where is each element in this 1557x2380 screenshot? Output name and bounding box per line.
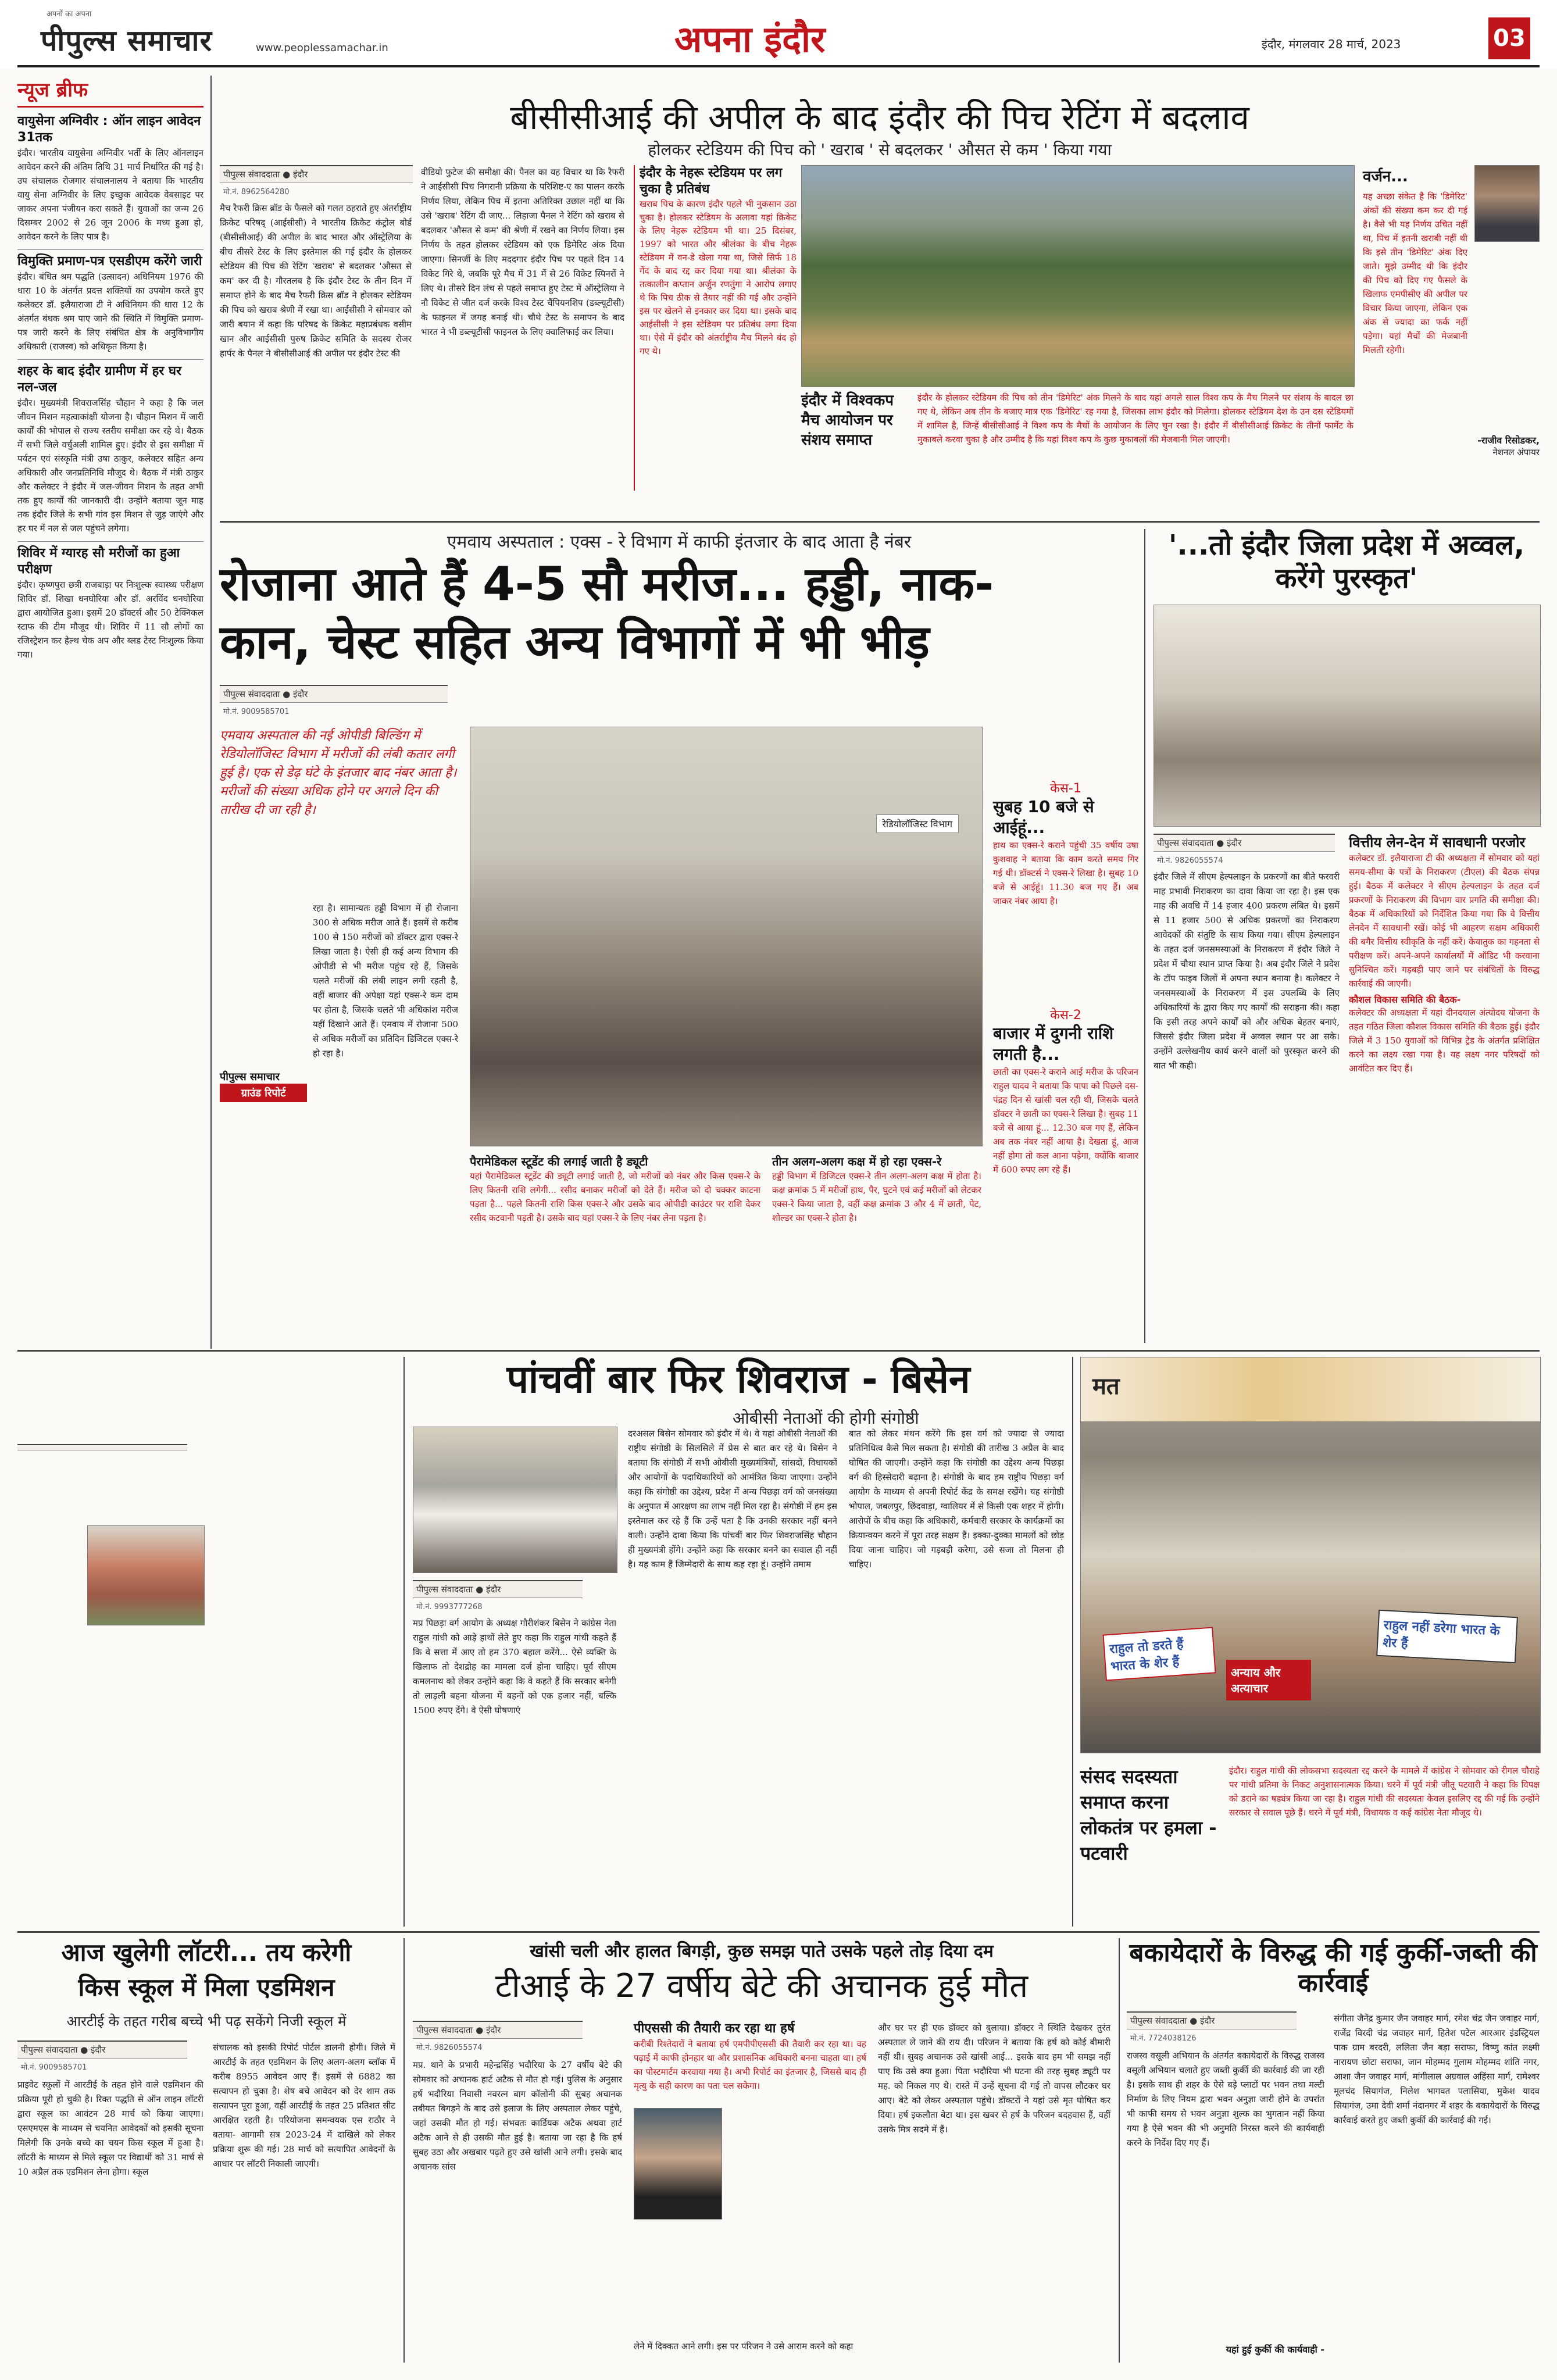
pitch-headline: बीसीसीआई की अपील के बाद इंदौर की पिच रेटिंग में बदलाव [510, 98, 1249, 137]
district-body: इंदौर जिले में सीएम हेल्पलाइन के प्रकरणों का बीते फरवरी माह प्रभावी निराकरण का दावा किया जा रहा है। इस एक माह की अवधि में 14 हजार 400 प्रकरण लंबित थे। इसमें से 11 हजार 500 से अधिक प्रकरणों का निराकरण आवेदकों की संतुष्टि के साथ किया गया। सीएम हेल्पलाइन के तहत दर्ज जनसमस्याओं के निराकरण में इंदौर जिले ने प्रदेश में चौथा स्थान प्राप्त किया है। अब इंदौर जिले ने प्रदेश के टॉप फाइव जिलों में अपना स्थान बनाया है। कलेक्टर ने जनसमस्याओं के निराकरण में इस उपलब्धि के लिए अधिकारियों के द्वारा किए गए कार्यों की सराहना की। कहा कि इसी तरह अपने कार्यों को और अधिक बेहतर बनाएं, जिससे इंदौर जिला प्रदेश में अव्वल स्थान पर आ सके। उन्होंने उल्लेखनीय कार्य करने वालों को पुरस्कृत करने की बात भी कही। [1154, 871, 1340, 1071]
verdict-body: यह अच्छा संकेत है कि 'डिमेरिट' अंकों की संख्या कम कर दी गई है। वैसे भी यह निर्णय उचित नहीं था, पिच में इतनी खराबी नहीं थी कि इसे तीन 'डिमेरिट' अंक दिए जाते। मुझे उम्मीद थी कि इंदौर की पिच को दिए गए फैसले के खिलाफ एमपीसीए की अपील पर विचार किया जाएगा, लेकिन एक अंक से ज्यादा का फर्क नहीं पड़ेगा। यहां मैचों की मेजबानी मिलती रहेगी। [1363, 191, 1467, 355]
protest-sign: अन्याय और अत्याचार [1226, 1660, 1311, 1700]
newspaper-logo: पीपुल्स समाचार [41, 24, 212, 58]
news-brief-title: न्यूज ब्रीफ [17, 76, 203, 108]
shivraj-deck: ओबीसी नेताओं की होगी संगोष्ठी [733, 1409, 919, 1428]
brief-body: इंदौर। कृष्णपुरा छत्री राजबाड़ा पर निःशुल्क स्वास्थ्य परीक्षण शिविर डॉ. शिखा धनघोरिया और डॉ. अरविंद धनघोरिया द्वारा आयोजित हुआ। इसमें 20 डॉक्टर्स और 50 टेक्निकल स्टाफ की टीम मौजूद थी। शिविर में 11 सौ लोगों का रजिस्ट्रेशन कर हेल्थ चेक अप और ब्लड टेस्ट निःशुल्क किया गया। [17, 580, 203, 660]
bisen-photo [413, 1427, 617, 1573]
masthead-tagline: अपनों का अपना [47, 10, 92, 19]
column-divider [1072, 1357, 1073, 1927]
pitch-col-2: वीडियो फुटेज की समीक्षा की। पैनल का यह विचार था कि रैफरी ने आईसीसी पिच निगरानी प्रक्रिया के परिशिष्ट-ए का पालन करके निर्णय लिया, लेकिन पिच में इतना अतिरिक्त उछाल नहीं था कि उसे 'खराब' रेटिंग दी जाए... लिहाजा पैनल ने रेटिंग को खराब से बदलकर 'औसत से कम' की श्रेणी में रखने का निर्णय लिया। इस निर्णय के तहत होलकर स्टेडियम को एक डिमेरिट अंक दिया जाएगा। सिनर्जी के लिए मददगार इंदौर पिच पर पहले दिन 14 विकेट गिरे थे, जबकि पूरे मैच में 31 में से 26 विकेट स्पिनरों ने लिए थे। तीसरे दिन लंच से पहले समाप्त हुए टेस्ट में ऑस्ट्रेलिया ने नौ विकेट से जीत दर्ज करके विश्व टेस्ट चैंपियनशिप (डब्ल्यूटीसी) के फाइनल में जगह बनाई थी। चौथे टेस्ट के समापन के बाद भारत ने भी डब्ल्यूटीसी फाइनल के लिए क्वालिफाई कर लिया। [421, 167, 624, 337]
ground-report-label: ग्राउंड रिपोर्ट [220, 1084, 307, 1102]
case-1-tag: केस-1 [1050, 781, 1081, 796]
stage-banner-text: मत [1092, 1373, 1120, 1400]
brief-headline: शहर के बाद इंदौर ग्रामीण में हर घर नल-जल [17, 364, 181, 395]
district-headline: '...तो इंदौर जिला प्रदेश में अव्वल, करेंगे पुरस्कृत' [1168, 529, 1525, 595]
harsh-portrait [634, 2108, 722, 2220]
davv-byline [17, 1444, 187, 1450]
hospital-mobile: मो.नं. 9009585701 [223, 707, 290, 716]
ti-col-3: और घर पर ही एक डॉक्टर को बुलाया। डॉक्टर ने स्थिति देखकर तुरंत अस्पताल ले जाने की राय दी। परिजन ने बताया कि हर्ष को कोई बीमारी नहीं थी। सुबह अचानक उसे खांसी आई... इसके बाद हम भी समझ नहीं पाए कि उसे क्या हुआ। पिता भदौरिया भी घटना की तरह सुबह ड्यूटी पर मह. को निकल गए थे। रास्ते में उन्हें सूचना दी गई तो वापस लौटकर घर आए। बेटे को लेकर अस्पताल पहुंचे। डॉक्टरों ने यहां उसे मृत घोषित कर दिया। हर्ष इकलौता बेटा था। इस खबर से हर्ष के परिजन बदहवास हैं, वहीं उसके मित्र सदमे में हैं। [878, 2022, 1110, 2135]
verdict-portrait [1474, 165, 1540, 242]
protest-sign: राहुल नहीं डरेगा भारत के शेर हैं [1376, 1610, 1518, 1663]
case-1 [993, 779, 1138, 908]
worldcup-headline: इंदौर में विश्वकप मैच आयोजन पर संशय समाप्त [801, 392, 894, 449]
shivraj-mobile: मो.नं. 9993777268 [416, 1603, 483, 1611]
ti-story [413, 1938, 1110, 2368]
brief-headline: विमुक्ति प्रमाण-पत्र एसडीएम करेंगे जारी [17, 254, 202, 269]
pitch-deck: होलकर स्टेडियम की पिच को ' खराब ' से बदलकर ' औसत से कम ' किया गया [648, 140, 1112, 159]
hospital-queue-photo [470, 727, 983, 1146]
district-story [1154, 529, 1540, 1343]
ti-headline: टीआई के 27 वर्षीय बेटे की अचानक हुई मौत [495, 1967, 1029, 2005]
brief-item [17, 359, 203, 535]
brief-body: इंदौर। भारतीय वायुसेना अग्निवीर भर्ती के लिए ऑनलाइन आवेदन करने की अंतिम तिथि 31 मार्च निर्धारित की गई है। उप संचालक रोजगार संचालनालय ने बताया कि भारतीय वायु सेना अग्निवीर के लिए इच्छुक आवेदक वेबसाइट पर जाकर अपना पंजीयन करा सकते हैं। युवाओं का जन्म 26 दिसम्बर 2002 से 26 जून 2006 के मध्य हुआ हो, आवेदन करने के लिए पात्र है। [17, 148, 203, 242]
hospital-story [220, 529, 1138, 1343]
issue-date: इंदौर, मंगलवार 28 मार्च, 2023 [1262, 37, 1401, 51]
pitch-sidebar-headline: इंदौर के नेहरू स्टेडियम पर लग चुका है प्रतिबंध [640, 166, 783, 196]
page-number: 03 [1488, 17, 1530, 59]
shivraj-story [413, 1357, 1064, 1927]
section-divider [220, 521, 1540, 523]
case-1-body: हाथ का एक्स-रे कराने पहुंची 35 वर्षीय उषा कुशवाह ने बताया कि काम करते समय गिर गई थी। डॉक्टर्स ने एक्स-रे लिखा है। सुबह 10 बजे से आईहूं। 11.30 बज गए हैं। अब जाकर नंबर आया है। [993, 840, 1138, 906]
debtors-story [1127, 1938, 1540, 2368]
ti-col-1: मप्र. थाने के प्रभारी महेन्द्रसिंह भदौरिया के 27 वर्षीय बेटे की सोमवार को अचानक हार्ट अटैक से मौत हो गई। पुलिस के अनुसार हर्ष भदौरिया निवासी नवरत्न बाग कॉलोनी की सुबह अचानक तबीयत बिगड़ने के बाद उसे इलाज के लिए अस्पताल लेकर पहुंचे, जहां उसकी मौत हो गई। संभवतः कार्डियक अटैक अथवा हार्ट अटैक आने से ही उसकी मौत हुई है। बताया जा रहा है कि हर्ष सुबह उठा और अखबार पढ़ते हुए उसे खांसी आने लगी। इसके बाद अचानक सांस [413, 2060, 622, 2172]
pitch-story [220, 93, 1540, 517]
skill-committee-body: कलेक्टर की अध्यक्षता में यहां दीनदयाल अंत्योदय योजना के तहत गठित जिला कौशल विकास समिति की बैठक हुई। इंदौर जिले में 3 150 युवाओं को विभिन्न ट्रेड के अंतर्गत प्रशिक्षित करने का लक्ष्य रखा गया है। यह लक्ष्य नगर परिषदों को आवंटित कर दिए हैं। [1349, 1007, 1540, 1074]
ti-byline: पीपुल्स संवाददाता ● इंदौर [413, 2021, 583, 2039]
three-rooms-box [772, 1153, 981, 1281]
case-2-tag: केस-2 [1050, 1008, 1081, 1023]
brief-headline: शिविर में ग्यारह सौ मरीजों का हुआ परीक्षण [17, 546, 180, 577]
worldcup-box [801, 391, 1354, 491]
ti-kicker: खांसी चली और हालत बिगड़ी, कुछ समझ पाते उसके पहले तोड़ दिया दम [530, 1941, 994, 1961]
lottery-story [17, 1938, 395, 2368]
lottery-headline-line2: किस स्कूल में मिला एडमिशन [78, 1973, 335, 2002]
hospital-headline-line2: कान, चेस्ट सहित अन्य विभागों में भी भीड़ [220, 615, 930, 669]
debtors-col-2: संगीता जैनेंद्र कुमार जैन जवाहर मार्ग, रमेश चंद्र जैन जवाहर मार्ग, राजेंद्र विरदी चंद्र जवाहर मार्ग, हितेश पटेल आरआर इंडस्ट्रियल पाक ग्राम बरदरी, ललिता जैन बड़ा सराफा, विष्णु कांत लक्ष्मी नारायण छोटा सराफा, जान मोहम्मद गुलाम मोहम्मद शांति नगर, आशा जैन जवाहर मार्ग, मांगीलाल अग्रवाल अहिंसा मार्ग, रामेश्वर मूलचंद सियागंज, निलेश भागवत पलासिया, मुकेश यादव सियागंज, उमा देवी शर्मा नंदानगर में शहर के बकायेदारों के विरुद्ध कार्रवाई करते हुए जब्ती कुर्की की कार्रवाई की गई। [1334, 2013, 1540, 2125]
lottery-mobile: मो.नं. 9009585701 [21, 2063, 87, 2072]
hospital-headline-line1: रोजाना आते हैं 4-5 सौ मरीज... हड्डी, नाक- [220, 557, 994, 611]
debtors-byline: पीपुल्स संवाददाता ● इंदौर [1127, 2011, 1297, 2029]
column-divider [403, 1357, 405, 1927]
ground-report-tag [220, 1070, 307, 1102]
ti-mobile: मो.नं. 9826055574 [416, 2043, 483, 2052]
verdict-heading: वर्जन... [1363, 168, 1408, 185]
verdict-author: -राजीव रिसोडकर, [1477, 435, 1540, 446]
column-divider [210, 76, 212, 1349]
hospital-kicker: एमवाय अस्पताल : एक्स - रे विभाग में काफी इंतजार के बाद आता है नंबर [447, 532, 912, 552]
case-2-body: छाती का एक्स-रे कराने आई मरीज के परिजन राहुल यादव ने बताया कि पापा को पिछले दस-पंद्रह दिन से खांसी चल रही थी, जिसके चलते डॉक्टर ने छाती का एक्स-रे लिखा है। सुबह 11 बजे से आया हूं... 12.30 बज गए हैं, लेकिन अब तक नंबर नहीं आया है। देखता हूं, आज नहीं होगा तो कल आना पड़ेगा, क्योंकि बाजार में 600 रुपए लग रहे हैं। [993, 1067, 1138, 1175]
stadium-photo [801, 165, 1355, 387]
davv-mobile [17, 1464, 24, 1466]
ti-sidebar-headline: पीएससी की तैयारी कर रहा था हर्ष [634, 2021, 795, 2036]
shivraj-col-1: मप्र पिछड़ा वर्ग आयोग के अध्यक्ष गौरीशंकर बिसेन ने कांग्रेस नेता राहुल गांधी को आड़े हाथों लेते हुए कहा कि राहुल गांधी कहते हैं कि वे सत्ता में आए तो हम 370 बहाल करेंगे... ऐसे व्यक्ति के खिलाफ तो देशद्रोह का मामला दर्ज होना चाहिए। पूर्व सीएम कमलनाथ को लेकर उन्होंने कहा कि वे कहते हैं कि सरकार बनेगी तो लाड़ली बहना योजना में बहनों को एक हजार नहीं, बल्कि 1500 रुपए देंगे। वे ऐसी घोषणाएं [413, 1618, 616, 1716]
shivraj-col-2: दरअसल बिसेन सोमवार को इंदौर में थे। वे यहां ओबीसी नेताओं की राष्ट्रीय संगोष्ठी के सिलसिले में प्रेस से बात कर रहे थे। बिसेन ने बताया कि संगोष्ठी में सभी ओबीसी मुख्यमंत्रियों, सांसदों, विधायकों और आयोगों के पदाधिकारियों को आमंत्रित किया जाएगा। उन्होंने कहा कि संगोष्ठी का उद्देश्य, प्रदेश में अन्य पिछड़ा वर्ग को जनसंख्या के अनुपात में आरक्षण का लाभ नहीं मिल रहा है। संगोष्ठी में हम इस इस्तेमाल कर रहे हैं कि उन्हें पता है कि उनकी सरकार नहीं बनने वाली। उन्होंने दावा किया कि पांचवीं बार फिर शिवराजसिंह चौहान ही मुख्यमंत्री होंगे। उन्होंने कहा कि सरकार बनने का सवाल ही नहीं है। यह काम हैं जिम्मेदारी के साथ कह रहा हूं। उन्होंने तमाम [628, 1428, 837, 1570]
section-divider [17, 1931, 1540, 1933]
finance-headline: वित्तीय लेन-देन में सावधानी परजोर [1349, 834, 1526, 850]
paramedic-body: यहां पैरामेडिकल स्टूडेंट की ड्यूटी लगाई जाती है, जो मरीजों को नंबर और किस एक्स-रे के लिए कितनी राशि लगेगी... रसीद बनाकर मरीजों को देते हैं। मरीज को दो चक्कर काटना पड़ता है... पहले कितनी राशि किस एक्स-रे और उसके बाद ओपीडी काउंटर पर राशि देकर रसीद कटवानी पड़ती है। उसके बाद यहां एक्स-रे के लिए नंबर लेना पड़ता है। [470, 1171, 760, 1223]
protest-headline: संसद सदस्यता समाप्त करना लोकतंत्र पर हमला - पटवारी [1080, 1766, 1217, 1864]
pitch-mobile: मो.नं. 8962564280 [223, 188, 290, 196]
lottery-col-2: संचालक को इसकी रिपोर्ट पोर्टल डालनी होगी। जिले में आरटीई के तहत एडमिशन के लिए अलग-अलग ब्लॉक में करीब 8955 आवेदन आए हैं। इसमें से 6882 का सत्यापन हो चुका है। शेष बचे आवेदन को देर शाम तक सत्यापन पूरा हुआ, वहीं आरटीई के तहत 25 प्रतिशत सीट आरक्षित रहती है। परियोजना समन्वयक एस राठौर ने बताया- आगामी सत्र 2023-24 में दाखिले को लेकर प्रक्रिया शुरू की गई। 28 मार्च को सत्यापित आवेदनों के आधार पर लॉटरी निकाली जाएगी। [213, 2042, 395, 2169]
case-1-headline: सुबह 10 बजे से आईहूं... [993, 797, 1094, 837]
ground-report-logo: पीपुल्स समाचार [220, 1071, 280, 1083]
column-divider [1144, 529, 1145, 1343]
protest-story [1080, 1357, 1540, 1927]
site-url[interactable]: www.peoplessamachar.in [256, 42, 388, 54]
lottery-deck: आरटीई के तहत गरीब बच्चे भी पढ़ सकेंगे निजी स्कूल में [66, 2013, 347, 2029]
shivraj-col-3: बात को लेकर मंथन करेंगे कि इस वर्ग को ज्यादा से ज्यादा प्रतिनिधित्व कैसे मिल सकता है। संगोष्ठी की तारीख 3 अप्रैल के बाद घोषित की जाएगी। उन्होंने कहा कि संगोष्ठी का उद्देश्य अन्य पिछड़ा वर्ग की हिस्सेदारी बढ़ाना है। संगोष्ठी के बाद हम राष्ट्रीय पिछड़ा वर्ग आयोग के माध्यम से अपनी रिपोर्ट केंद्र के समक्ष रखेंगे। यह संगोष्ठी भोपाल, जबलपुर, छिंदवाड़ा, ग्वालियर में से किसी एक शहर में होगी। आरोपों के बीच कहा कि अधिकारी, कर्मचारी सरकार के कार्यक्रमों का क्रियान्वयन करने में पूरा तरह सक्षम हैं। इक्का-दुक्का मामलों को छोड़ दिया जाना चाहिए। जो गड़बड़ी करेगा, उसे सजा तो मिलना ही चाहिए। [849, 1428, 1064, 1570]
ti-sidebar [634, 2021, 866, 2358]
protest-sign: राहुल तो डरते हैं भारत के शेर हैं [1102, 1627, 1216, 1681]
pitch-sidebar [634, 165, 797, 491]
district-mobile: मो.नं. 9826055574 [1157, 856, 1223, 865]
debtors-headline: बकायेदारों के विरुद्ध की गई कुर्की-जब्ती की कार्रवाई [1129, 1938, 1537, 1998]
case-2-headline: बाजार में दुगनी राशि लगती है... [993, 1024, 1114, 1064]
verdict-box [1363, 165, 1540, 491]
section-title: अपना इंदौर [674, 18, 826, 60]
davv-story [17, 1357, 395, 1938]
davv-col-2 [215, 1444, 395, 1921]
pitch-col-1: मैच रैफरी क्रिस ब्रॉड के फैसले को गलत ठहराते हुए अंतर्राष्ट्रीय क्रिकेट परिषद् (आईसीसी) ने भारतीय क्रिकेट कंट्रोल बोर्ड (बीसीसीआई) की अपील के बाद भारत और ऑस्ट्रेलिया के बीच तीसरे टेस्ट के लिए इस्तेमाल की गई इंदौर के होलकर स्टेडियम की पिच की रेटिंग 'खराब' से बदलकर 'औसत से कम' कर दी है। गौरतलब है कि इंदौर टेस्ट के तीन दिन में समाप्त होने के बाद मैच रैफरी क्रिस ब्रॉड ने होलकर स्टेडियम की पिच को खराब श्रेणी में रखा था। आईसीसी ने सोमवार को जारी बयान में कहा कि परिषद के क्रिकेट महाप्रबंधक वसीम खान और आईसीसी पुरुष क्रिकेट समिति के सदस्य रोजर हार्पर के पैनल ने बीसीसीआई की अपील पर इंदौर टेस्ट की [220, 203, 412, 359]
news-brief-column [17, 76, 203, 1238]
finance-body: कलेक्टर डॉ. इलैयाराजा टी की अध्यक्षता में सोमवार को यहां समय-सीमा के पत्रों के निराकरण (टीएल) की बैठक संपन्न हुई। बैठक में कलेक्टर ने सीएम हेल्पलाइन के तहत दर्ज प्रकरणों के निराकरण की विभाग वार प्रगति की समीक्षा की। बैठक में अधिकारियों को निर्देशित किया गया कि वे वित्तीय लेनदेन में सावधानी रखें। कोई भी आहरण सक्षम अधिकारी की बगैर वित्तीय स्वीकृति के नहीं करें। केयातुक का गहनता से परीक्षण करें। अपने-अपने कार्यालयों में ऑडिट भी करवाना सुनिश्चित करें। गड़बड़ी पाए जाने पर संबंधितों के विरुद्ध कार्रवाई की जाएगी। [1349, 853, 1540, 989]
debtors-col-1: राजस्व वसूली अभियान के अंतर्गत बकायेदारों के विरुद्ध राजस्व वसूली अभियान चलाते हुए जब्ती कुर्की की कार्रवाई की जा रही है। इसके साथ ही शहर के ऐसे बड़े प्लाटों पर भवन तथा मल्टी निर्माण के लिए नियम द्वारा भवन अनुज्ञा जारी होने के उपरांत भी काफी समय से भवन अनुज्ञा शुल्क का भुगतान नहीं किया गया है ऐसे भवन की भी अनुमति निरस्त करने की कार्यवाही करने के निर्देश दिए गए हैं। [1127, 2050, 1324, 2148]
shivraj-byline: पीपुल्स संवाददाता ● इंदौर [413, 1580, 583, 1598]
lottery-col-1: प्राइवेट स्कूलों में आरटीई के तहत होने वाले एडमिशन की प्रक्रिया पूरी हो चुकी है। रिक्त पद्धति से ऑन लाइन लॉटरी द्वारा स्कूल का आवंटन 28 मार्च को किया जाएगा। एसएमएस के माध्यम से चयनित आवेदकों को इसकी सूचना मिलेगी कि उनके बच्चे का चयन किस स्कूल में हुआ है। लॉटरी के माध्यम से मिले स्कूल पर विद्यार्थी को 31 मार्च से 10 अप्रैल तक एडमिशन लेना होगा। स्कूल [17, 2079, 203, 2177]
hospital-byline: पीपुल्स संवाददाता ● इंदौर [220, 685, 448, 703]
protest-caption: इंदौर। राहुल गांधी की लोकसभा सदस्यता रद्द करने के मामले में कांग्रेस ने सोमवार को रीगल चौराहे पर गांधी प्रतिमा के निकट अनुशासनात्मक किया। धरने में पूर्व मंत्री जीतू पटवारी ने कहा कि विपक्ष को डराने का षड्यंत्र किया जा रहा है। राहुल गांधी की सदस्यता केवल इसलिए रद्द की गई कि उन्होंने सरकार से सवाल पूछे हैं। धरने में पूर्व मंत्री, विधायक व कई कांग्रेस नेता मौजूद थे। [1229, 1766, 1540, 1818]
ti-sidebar-body: करीबी रिश्तेदारों ने बताया हर्ष एमपीपीएससी की तैयारी कर रहा था। वह पढ़ाई में काफी होनहार था और प्रशासनिक अधिकारी बनना चाहता था। हर्ष का पोस्टमार्टम करवाया गया है। अभी रिपोर्ट का इंतजार है, जिससे बाद ही मृत्यु के सही कारण का पता चल सकेगा। [634, 2039, 866, 2091]
protest-photo [1080, 1357, 1541, 1753]
three-rooms-headline: तीन अलग-अलग कक्ष में हो रहा एक्स-रे [772, 1155, 942, 1168]
three-rooms-body: हड्डी विभाग में डिजिटल एक्स-रे तीन अलग-अलग कक्ष में होता है। कक्ष क्रमांक 5 में मरीजों हाथ, पैर, घुटने एवं कई मरीजों को लेटकर एक्स-रे किया जाता है, वहीं कक्ष क्रमांक 3 और 4 में छाती, पेट, शोल्डर का एक्स-रे होता है। [772, 1171, 981, 1223]
masthead [0, 0, 1557, 69]
verdict-author-role: नेशनल अंपायर [1492, 447, 1540, 458]
paramedic-headline: पैरामेडिकल स्टूडेंट की लगाई जाती है ड्यूटी [470, 1155, 648, 1168]
column-divider [403, 1938, 405, 2363]
case-2 [993, 1006, 1138, 1177]
pitch-sidebar-body: खराब पिच के कारण इंदौर पहले भी नुकसान उठा चुका है। होलकर स्टेडियम के अलावा यहां क्रिकेट के लिए नेहरू स्टेडियम भी था। 25 दिसंबर, 1997 को भारत और श्रीलंका के बीच नेहरू स्टेडियम में वन-डे खेला गया था, जिसे सिर्फ 18 गेंद के बाद रद्द कर दिया गया था। श्रीलंका के तत्कालीन कप्तान अर्जुन रणतुंगा ने आरोप लगाए थे कि पिच ठीक से तैयार नहीं की गई और उन्होंने इस पर खेलने से इनकार कर दिया था। इसके बाद आईसीसी ने इस स्टेडियम पर प्रतिबंध लगा दिया था। ऐसे में इंदौर को अंतर्राष्ट्रीय मैच मिलने बंद हो गए थे। [640, 199, 797, 356]
worldcup-body: इंदौर के होलकर स्टेडियम की पिच को तीन 'डिमेरिट' अंक मिलने के बाद यहां अगले साल विश्व कप के मैच मिलने पर संशय के बादल छा गए थे, लेकिन अब तीन के बजाए मात्र एक 'डिमेरिट' रह गया है, जिसका लाभ इंदौर को मिलेगा। होलकर स्टेडियम देश के उन दस स्टेडियमों में शामिल है, जिन्हें बीसीसीआई ने विश्व कप के मैचों के आयोजन के लिए चुन रखा है। इंदौर में बीसीसीआई क्रिकेट के तीनों फार्मेट के मुकाबले करवा चुका है और उम्मीद है कि यहां विश्व कप के कुछ मुकाबलों की मेजबानी मिल जाएगी। [917, 392, 1354, 445]
lottery-byline: पीपुल्स संवाददाता ● इंदौर [17, 2040, 187, 2059]
davv-col-1 [17, 1480, 203, 1922]
masthead-rule [17, 65, 1540, 67]
paramedic-box [470, 1153, 760, 1281]
brief-item [17, 113, 203, 244]
pitch-byline: पीपुल्स संवाददाता ● इंदौर [220, 165, 413, 183]
skill-committee-headline: कौशल विकास समिति की बैठक- [1349, 994, 1461, 1005]
lottery-headline-line1: आज खुलेगी लॉटरी... तय करेगी [61, 1938, 352, 1967]
stage-banner [1081, 1357, 1540, 1421]
ti-tail: लेने में दिक्कत आने लगी। इस पर परिजन ने उसे आराम करने को कहा [634, 2341, 854, 2352]
debtors-mobile: मो.नं. 7724038126 [1130, 2034, 1197, 2043]
column-divider [1119, 1938, 1120, 2363]
brief-headline: वायुसेना अग्निवीर : ऑन लाइन आवेदन 31तक [17, 114, 201, 145]
brief-item [17, 541, 203, 662]
hospital-pullquote: एमवाय अस्पताल की नई ओपीडी बिल्डिंग में रेडियोलॉजिस्ट विभाग में मरीजों की लंबी कतार लगी हुई है। एक से डेढ़ घंटे के इंतजार बाद नंबर आता है। मरीजों की संख्या अधिक होने पर अगले दिन की तारीख दी जा रही है। [220, 728, 457, 817]
brief-item [17, 249, 203, 353]
radiology-sign: रेडियोलॉजिस्ट विभाग [876, 814, 959, 833]
district-byline: पीपुल्स संवाददाता ● इंदौर [1154, 834, 1335, 852]
shivraj-headline: पांचवीं बार फिर शिवराज - बिसेन [506, 1357, 970, 1402]
debtors-col-1-tail: यहां हुई कुर्की की कार्यवाही - [1226, 2344, 1324, 2355]
brief-body: इंदौर। मुख्यमंत्री शिवराजसिंह चौहान ने कहा है कि जल जीवन मिशन महत्वाकांक्षी योजना है। चौहान मिशन में जारी कार्यों की भोपाल से राज्य स्तरीय समीक्षा कर रहे थे। बैठक में सभी जिले वर्चुअली शामिल हुए। इंदौर से इस समीक्षा में पर्यटन एवं संस्कृति मंत्री उषा ठाकुर, कलेक्टर सहित अन्य अधिकारी और जनप्रतिनिधि मौजूद थे। बैठक में मंत्री ठाकुर और कलेक्टर ने इंदौर में जल-जीवन मिशन के तहत अभी तक हुए कार्यों की जानकारी दी। उन्होंने बताया जून माह तक इंदौर जिले के सभी गांव इस मिशन से जुड़ जाएंगे और हर घर में नल से जल पहुंचने लगेगा। [17, 398, 203, 534]
finance-box [1349, 834, 1540, 1334]
section-divider [17, 1350, 1540, 1352]
meeting-photo [1154, 605, 1541, 827]
hospital-body: रहा है। सामान्यतः हड्डी विभाग में ही रोजाना 300 से अधिक मरीज आते हैं। इसमें से करीब 100 से 150 मरीजों को डॉक्टर द्वारा एक्स-रे लिखा जाता है। ऐसी ही कई अन्य विभाग की ओपीडी से भी मरीज पहुंच रहे हैं, जिसके चलते मरीजों की लंबी लाइन लगी रहती है, वहीं बाजार की अपेक्षा यहां एक्स-रे कम दाम पर होता है, जिसके चलते भी अधिकांश मरीज यहीं दिखाने आते हैं। एमवाय में रोजाना 500 से अधिक मरीजों का प्रतिदिन डिजिटल एक्स-रे हो रहा है। [313, 903, 458, 1059]
brief-body: इंदौर। बंधित श्रम पद्धति (उत्सादन) अधिनियम 1976 की धारा 10 के अंतर्गत प्रदत्त शक्तियों का उपयोग करते हुए कलेक्टर डॉ. इलैयाराजा टी ने अधिनियम की धारा 12 के अंतर्गत बंधक श्रम पाए जाने की स्थिति में विमुक्ति प्रमाण-पत्र जारी करने के लिए संबंधित क्षेत्र के अनुविभागीय अधिकारी (राजस्व) को अधिकृत किया है। [17, 271, 203, 352]
